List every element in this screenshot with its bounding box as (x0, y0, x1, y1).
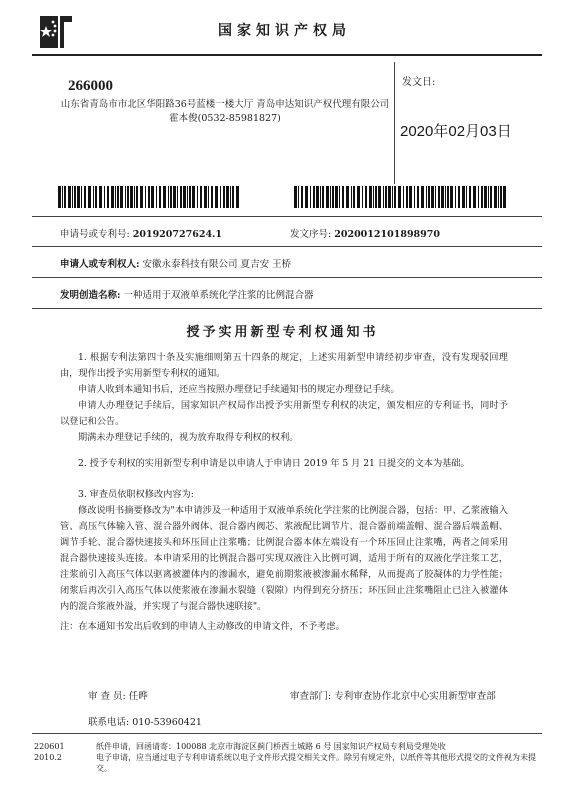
recipient-address: 山东省青岛市市北区华阳路36号蓝楼一楼大厅 青岛申达知识产权代理有限公司 (60, 99, 390, 110)
header-rule (32, 54, 542, 56)
note: 注：在本通知书发出后收到的申请人主动修改的申请文件，不予考虑。 (60, 621, 345, 632)
serial-number-row (290, 226, 440, 240)
note-section (60, 619, 508, 635)
serial-number-label: 发文序号: (290, 229, 332, 240)
recipient-address-block (60, 98, 390, 126)
table-rule (32, 216, 542, 217)
form-code (34, 741, 65, 763)
phone-row (88, 714, 202, 728)
send-date: 2020年02月03日 (400, 123, 512, 140)
section-1 (60, 350, 508, 446)
barcode-right-icon (294, 186, 508, 208)
footer-instructions (96, 741, 536, 774)
section-2 (60, 456, 508, 472)
section-3 (60, 487, 508, 615)
department-label: 审查部门: (290, 691, 332, 702)
invention-row (60, 287, 314, 301)
notice-title: 授予实用新型专利权通知书 (186, 325, 379, 340)
cnipa-logo-icon (36, 12, 76, 52)
applicant-label: 申请人或专利权人: (60, 259, 140, 270)
table-rule (32, 246, 542, 247)
paragraph: 申请人办理登记手续后，国家知识产权局作出授予实用新型专利权的决定，颁发相应的专利证书，同时予以登记和公告。 (60, 400, 508, 427)
invention-title: 一种适用于双液单系统化学注浆的比例混合器 (123, 290, 314, 301)
paragraph: 期满未办理登记手续的，视为放弃取得专利权的权利。 (78, 432, 299, 443)
form-code-number: 220601 (34, 742, 65, 751)
paragraph: 申请人收到本通知书后，还应当按照办理登记手续通知书的规定办理登记手续。 (78, 384, 400, 395)
barcode-left-icon (58, 186, 242, 208)
table-rule (32, 277, 542, 278)
footer-line-electronic: 电子申请，应当通过电子专利申请系统以电子文件形式提交相关文件。除另有规定外，以纸件等其他形式提交的文件视为未提交。 (96, 753, 536, 773)
footer-line-paper: 纸件申请，回函请寄：100088 北京市海淀区蓟门桥西土城路 6 号 国家知识产权局专利局受理处收 (96, 742, 446, 751)
applicant: 安徽永泰科技有限公司 夏吉安 王桥 (142, 259, 292, 270)
postcode: 266000 (68, 78, 113, 94)
recipient-contact: 霍本俊(0532-85981827) (169, 113, 281, 124)
paragraph: 1. 根据专利法第四十条及实施细则第五十四条的规定，上述实用新型申请经初步审查，没有发现驳回理由，现作出授予实用新型专利权的通知。 (60, 352, 508, 379)
form-code-version: 2010.2 (34, 753, 62, 762)
office-name: 国家知识产权局 (218, 23, 351, 39)
send-date-label: 发文日: (402, 77, 436, 88)
phone: 010-53960421 (132, 717, 202, 728)
department: 专利审查协作北京中心实用新型审查部 (334, 691, 496, 702)
applicant-row (60, 256, 291, 270)
examiner-row (88, 688, 148, 702)
paragraph: 修改说明书摘要修改为"本申请涉及一种适用于双液单系统化学注浆的比例混合器，包括：甲、乙浆液输入管、高压气体输入管、混合器外阀体、混合器内阀芯、浆液配比调节片、混合器前端盖帽、混合器后端盖帽、调节手轮、混合器快速接头和环压回止注浆嘴；比例混合器本体左端设有一个环压回止注浆嘴，两者之间采用混合器快速接头连接。本申请采用的比例混合器可实现双液注入比例可调，适用于所有的双液化学注浆工艺，注浆前引入高压气体以驱离被灌体内的渗漏水，避免前期浆液被渗漏水稀释，从而提高了胶凝体的力学性能；闭浆后再次引入高压气体以使浆液在渗漏水裂缝（裂隙）内得到充分挤压；环压回止注浆嘴阻止已注入被灌体内的混合浆液外溢，并实现了与混合器快速联接"。 (60, 505, 508, 612)
phone-label: 联系电话: (88, 717, 130, 728)
application-number-label: 申请号或专利号: (60, 229, 130, 240)
paragraph: 2. 授予专利权的实用新型专利申请是以申请人于申请日 2019 年 5 月 21 日提交的文本为基础。 (78, 458, 470, 469)
application-number: 201920727624.1 (132, 229, 222, 240)
footer-rule (32, 733, 542, 734)
examiner-label: 审 查 员: (88, 691, 126, 702)
application-number-row (60, 226, 222, 240)
department-row (290, 688, 496, 702)
examiner-name: 任晔 (128, 691, 148, 702)
serial-number: 2020012101898970 (334, 229, 440, 240)
divider-vertical (394, 62, 395, 184)
paragraph: 3. 审查员依职权修改内容为: (78, 489, 194, 500)
invention-label: 发明创造名称: (60, 290, 121, 301)
table-rule (32, 308, 542, 309)
